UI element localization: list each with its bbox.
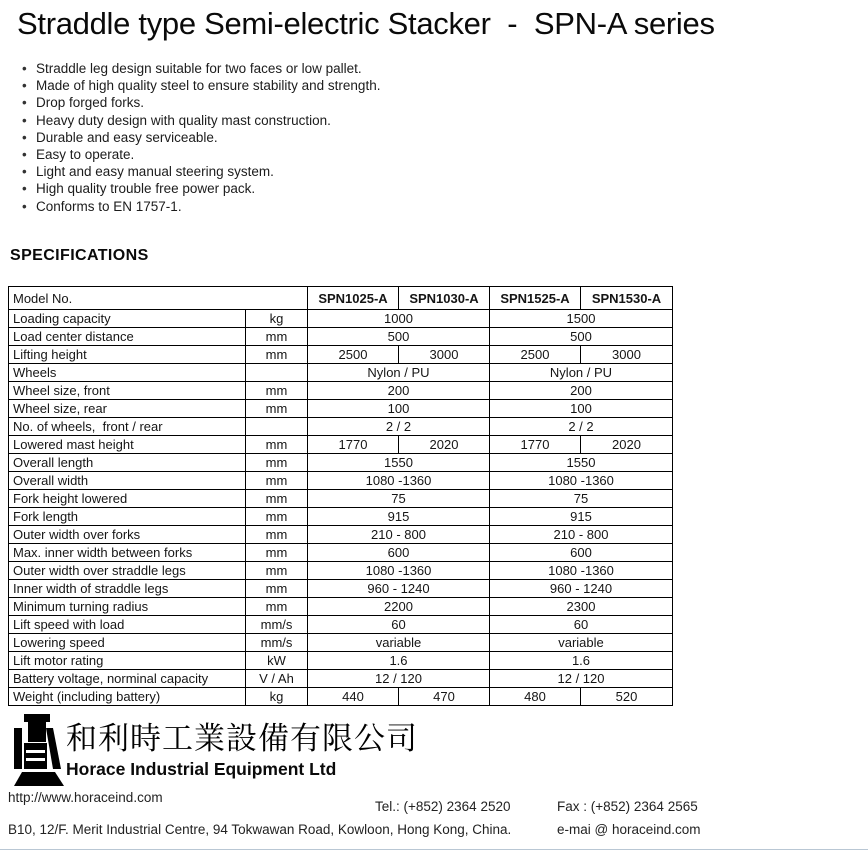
table-row	[9, 418, 673, 436]
model-header: SPN1525-A	[490, 287, 581, 310]
feature-text: Made of high quality steel to ensure stability and strength.	[36, 78, 381, 94]
row-value: 210 - 800	[308, 526, 490, 544]
row-label: Weight (including battery)	[9, 688, 246, 706]
row-value: 500	[308, 328, 490, 346]
feature-item	[22, 94, 380, 111]
table-row	[9, 634, 673, 652]
row-value: 60	[308, 616, 490, 634]
row-value: 1770	[490, 436, 581, 454]
row-value: variable	[490, 634, 673, 652]
feature-item	[22, 163, 380, 180]
row-unit: mm	[246, 400, 308, 418]
row-value: 200	[308, 382, 490, 400]
row-label: Overall length	[9, 454, 246, 472]
feature-text: Straddle leg design suitable for two faces or low pallet.	[36, 61, 362, 76]
spec-table-body	[9, 310, 673, 706]
row-unit: mm/s	[246, 634, 308, 652]
row-value: 960 - 1240	[490, 580, 673, 598]
feature-list	[22, 60, 380, 215]
model-header: SPN1030-A	[399, 287, 490, 310]
row-label: Inner width of straddle legs	[9, 580, 246, 598]
table-row	[9, 328, 673, 346]
row-unit: mm	[246, 562, 308, 580]
row-value: 12 / 120	[490, 670, 673, 688]
table-row	[9, 472, 673, 490]
table-row	[9, 382, 673, 400]
row-label: Lowered mast height	[9, 436, 246, 454]
row-value: 2200	[308, 598, 490, 616]
table-row	[9, 400, 673, 418]
row-label: Lift speed with load	[9, 616, 246, 634]
bullet-icon: •	[22, 129, 27, 145]
row-label: Loading capacity	[9, 310, 246, 328]
company-website: http://www.horaceind.com	[8, 790, 163, 805]
row-value: 915	[490, 508, 673, 526]
page-title: Straddle type Semi-electric Stacker - SPN-A series	[17, 6, 715, 41]
company-address: B10, 12/F. Merit Industrial Centre, 94 Tokwawan Road, Kowloon, Hong Kong, China.	[8, 822, 512, 837]
feature-item	[22, 60, 380, 77]
feature-text: Light and easy manual steering system.	[36, 164, 274, 180]
table-row	[9, 598, 673, 616]
bullet-icon: •	[22, 181, 27, 197]
row-label: Outer width over straddle legs	[9, 562, 246, 580]
row-label: Overall width	[9, 472, 246, 490]
row-value: 3000	[581, 346, 673, 364]
row-unit	[246, 364, 308, 382]
row-value: 2500	[490, 346, 581, 364]
row-unit: mm	[246, 328, 308, 346]
row-value: 210 - 800	[490, 526, 673, 544]
table-row	[9, 436, 673, 454]
row-value: 2020	[399, 436, 490, 454]
row-value: 75	[308, 490, 490, 508]
table-row	[9, 562, 673, 580]
row-label: Max. inner width between forks	[9, 544, 246, 562]
row-unit: mm	[246, 580, 308, 598]
row-label: Wheel size, front	[9, 382, 246, 400]
company-email: e-mai @ horaceind.com	[557, 822, 701, 837]
row-value: 60	[490, 616, 673, 634]
company-logo-stacker-icon	[14, 712, 64, 788]
row-value: 480	[490, 688, 581, 706]
feature-text: Drop forged forks.	[36, 95, 145, 111]
row-value: 100	[308, 400, 490, 418]
row-unit: mm	[246, 472, 308, 490]
row-unit: mm	[246, 508, 308, 526]
row-value: 500	[490, 328, 673, 346]
row-value: 100	[490, 400, 673, 418]
model-header: SPN1025-A	[308, 287, 399, 310]
table-row	[9, 670, 673, 688]
company-name-english: Horace Industrial Equipment Ltd	[66, 759, 337, 779]
model-header: SPN1530-A	[581, 287, 673, 310]
row-value: 1550	[308, 454, 490, 472]
row-value: 440	[308, 688, 399, 706]
table-header-row	[9, 287, 673, 310]
row-unit: V / Ah	[246, 670, 308, 688]
row-value: Nylon / PU	[308, 364, 490, 382]
row-value: variable	[308, 634, 490, 652]
table-row	[9, 346, 673, 364]
model-no-header: Model No.	[9, 287, 308, 310]
row-label: Lowering speed	[9, 634, 246, 652]
row-value: Nylon / PU	[490, 364, 673, 382]
row-label: Lift motor rating	[9, 652, 246, 670]
company-block	[66, 720, 418, 780]
row-unit: mm	[246, 490, 308, 508]
row-value: 1080 -1360	[490, 562, 673, 580]
feature-text: Conforms to EN 1757-1.	[36, 198, 182, 214]
bullet-icon: •	[22, 112, 27, 128]
row-value: 2 / 2	[308, 418, 490, 436]
row-value: 75	[490, 490, 673, 508]
feature-item	[22, 77, 380, 94]
telephone-number: Tel.: (+852) 2364 2520	[375, 799, 511, 814]
row-value: 1000	[308, 310, 490, 328]
feature-text: High quality trouble free power pack.	[36, 181, 256, 197]
row-label: Fork length	[9, 508, 246, 526]
bullet-icon: •	[22, 198, 27, 214]
row-label: Wheels	[9, 364, 246, 382]
row-unit: kg	[246, 688, 308, 706]
row-value: 1770	[308, 436, 399, 454]
row-unit: mm	[246, 454, 308, 472]
bullet-icon: •	[22, 61, 27, 76]
row-value: 200	[490, 382, 673, 400]
row-unit: mm	[246, 598, 308, 616]
row-label: Wheel size, rear	[9, 400, 246, 418]
row-unit: kW	[246, 652, 308, 670]
table-row	[9, 526, 673, 544]
row-unit: mm	[246, 544, 308, 562]
row-value: 1080 -1360	[308, 562, 490, 580]
row-value: 600	[490, 544, 673, 562]
bullet-icon: •	[22, 78, 27, 94]
feature-item	[22, 180, 380, 197]
fax-number: Fax : (+852) 2364 2565	[557, 799, 698, 814]
feature-item	[22, 129, 380, 146]
row-unit: mm	[246, 526, 308, 544]
row-value: 1550	[490, 454, 673, 472]
row-unit: mm/s	[246, 616, 308, 634]
feature-text: Durable and easy serviceable.	[36, 129, 218, 145]
table-row	[9, 454, 673, 472]
company-name-chinese: 和利時工業設備有限公司	[66, 721, 418, 756]
row-value: 520	[581, 688, 673, 706]
row-value: 2 / 2	[490, 418, 673, 436]
row-value: 1080 -1360	[490, 472, 673, 490]
row-value: 2300	[490, 598, 673, 616]
row-value: 2500	[308, 346, 399, 364]
row-label: Fork height lowered	[9, 490, 246, 508]
specifications-heading: SPECIFICATIONS	[10, 247, 149, 264]
row-label: Load center distance	[9, 328, 246, 346]
row-value: 1500	[490, 310, 673, 328]
feature-text: Heavy duty design with quality mast construction.	[36, 112, 331, 128]
row-value: 12 / 120	[308, 670, 490, 688]
row-label: Battery voltage, norminal capacity	[9, 670, 246, 688]
row-value: 1.6	[308, 652, 490, 670]
table-row	[9, 616, 673, 634]
row-value: 915	[308, 508, 490, 526]
bullet-icon: •	[22, 164, 27, 180]
row-label: Minimum turning radius	[9, 598, 246, 616]
feature-text: Easy to operate.	[36, 147, 135, 163]
feature-item	[22, 146, 380, 163]
specifications-table	[8, 286, 673, 706]
row-unit: mm	[246, 346, 308, 364]
row-value: 470	[399, 688, 490, 706]
table-row	[9, 652, 673, 670]
feature-item	[22, 112, 380, 129]
row-value: 600	[308, 544, 490, 562]
row-value: 1080 -1360	[308, 472, 490, 490]
table-row	[9, 364, 673, 382]
row-unit: kg	[246, 310, 308, 328]
row-unit	[246, 418, 308, 436]
row-label: Lifting height	[9, 346, 246, 364]
table-row	[9, 490, 673, 508]
row-label: No. of wheels, front / rear	[9, 418, 246, 436]
bullet-icon: •	[22, 95, 27, 111]
row-value: 2020	[581, 436, 673, 454]
table-row	[9, 688, 673, 706]
table-row	[9, 310, 673, 328]
table-row	[9, 544, 673, 562]
row-value: 960 - 1240	[308, 580, 490, 598]
table-row	[9, 580, 673, 598]
row-label: Outer width over forks	[9, 526, 246, 544]
bullet-icon: •	[22, 147, 27, 163]
table-row	[9, 508, 673, 526]
row-unit: mm	[246, 382, 308, 400]
page-bottom-divider	[0, 849, 868, 850]
row-value: 3000	[399, 346, 490, 364]
row-value: 1.6	[490, 652, 673, 670]
feature-item	[22, 198, 380, 215]
row-unit: mm	[246, 436, 308, 454]
